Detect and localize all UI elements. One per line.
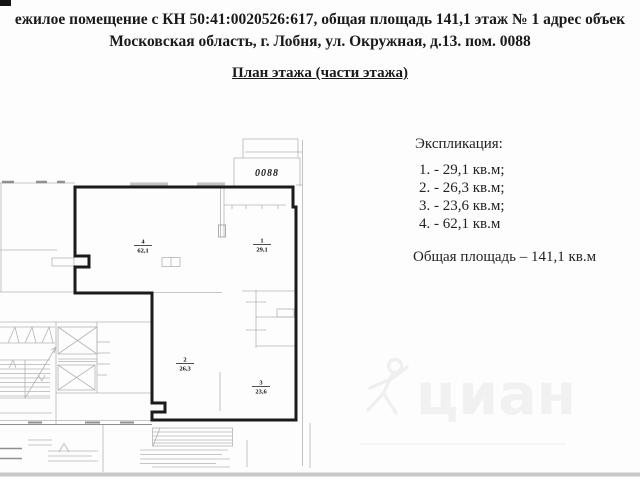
bottom-strip [0,473,640,477]
explication-item: 2. - 26,3 кв.м; [419,180,505,196]
cian-watermark-text: циан [416,362,577,428]
svg-text:2: 2 [183,356,187,364]
svg-text:62,1: 62,1 [137,247,149,255]
explication-title: Экспликация: [415,136,503,152]
unit-number-label: 0088 [255,168,279,179]
room-label-4 [134,239,152,255]
corner-scan-mark [0,0,11,6]
svg-text:4: 4 [141,238,145,246]
svg-text:26,3: 26,3 [179,365,191,373]
room-label-3 [252,380,270,396]
total-area: Общая площадь – 141,1 кв.м [413,249,597,265]
window-tick [130,183,168,186]
explication-item: 3. - 23,6 кв.м; [419,198,505,214]
room-label-2 [176,357,194,373]
svg-text:1: 1 [260,237,264,245]
svg-text:3: 3 [259,379,263,387]
window-tick [197,183,225,186]
cian-watermark-figure-icon [368,360,407,414]
header-line-2: Московская область, г. Лобня, ул. Окружная, д.13. пом. 0088 [109,33,531,50]
svg-text:23,6: 23,6 [255,388,267,396]
room-label-1 [253,238,271,254]
header-line-1: ежилое помещение с КН 50:41:0020526:617, общая площадь 141,1 этаж № 1 адрес объек [14,11,626,28]
bathroom-partitions [242,290,296,348]
plan-title [232,65,408,82]
stairwell [0,292,152,424]
svg-text:29,1: 29,1 [256,246,268,254]
lower-annotations [28,423,566,472]
plan-title-text: План этажа (части этажа) [232,65,408,81]
explication-list [419,161,505,233]
unit-outline [75,187,296,420]
explication-item: 1. - 29,1 кв.м; [419,162,505,178]
explication-item: 4. - 62,1 кв.м [419,216,501,232]
